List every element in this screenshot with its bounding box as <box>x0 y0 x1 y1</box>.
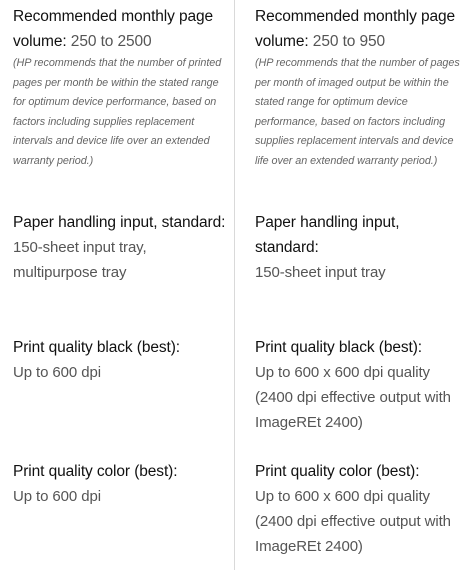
spec-value: Up to 600 dpi <box>13 488 101 505</box>
spec-label-text: volume: <box>13 33 67 50</box>
spec-label: Paper handling input, standard: <box>13 214 226 231</box>
spec-label: Print quality color (best): <box>13 463 178 480</box>
spec-value: 150-sheet input tray <box>255 264 386 281</box>
right-column <box>235 0 468 570</box>
spec-label: Print quality color (best): <box>255 463 420 480</box>
spec-value: 150-sheet input tray, multipurpose tray <box>13 239 147 281</box>
spec-label <box>255 4 462 54</box>
spec-value: 250 to 950 <box>312 33 386 50</box>
spec-note: (HP recommends that the number of pages per month of imaged output be within the stated range for optimum device performance, based on factors including supplies replacement intervals and device life over an extended warranty period.) <box>255 57 460 167</box>
spec-label: Paper handling input, standard: <box>255 214 400 256</box>
spec-value: Up to 600 x 600 dpi quality (2400 dpi effective output with ImageREt 2400) <box>255 364 451 431</box>
spec-paper-input <box>0 210 234 285</box>
spec-note: (HP recommends that the number of printed pages per month be within the stated range for optimum device performance, based on factors including supplies replacement intervals and device life over an extended warranty period.) <box>13 57 222 167</box>
spec-value: 250 to 2500 <box>70 33 152 50</box>
spec-label-text: volume: <box>255 33 309 50</box>
spec-value: Up to 600 dpi <box>13 364 101 381</box>
spec-label-text: Recommended monthly page <box>13 8 214 25</box>
spec-monthly-volume <box>235 4 468 171</box>
spec-value: Up to 600 x 600 dpi quality (2400 dpi effective output with ImageREt 2400) <box>255 488 451 555</box>
spec-label-text: Recommended monthly page <box>255 8 456 25</box>
spec-paper-input <box>235 210 468 285</box>
spec-monthly-volume <box>0 4 234 171</box>
spec-print-quality-color <box>235 459 468 559</box>
spec-print-quality-color <box>0 459 234 509</box>
spec-label: Print quality black (best): <box>255 339 423 356</box>
spec-print-quality-black <box>0 335 234 385</box>
spec-label: Print quality black (best): <box>13 339 181 356</box>
spec-label <box>13 4 228 54</box>
spec-print-quality-black <box>235 335 468 435</box>
